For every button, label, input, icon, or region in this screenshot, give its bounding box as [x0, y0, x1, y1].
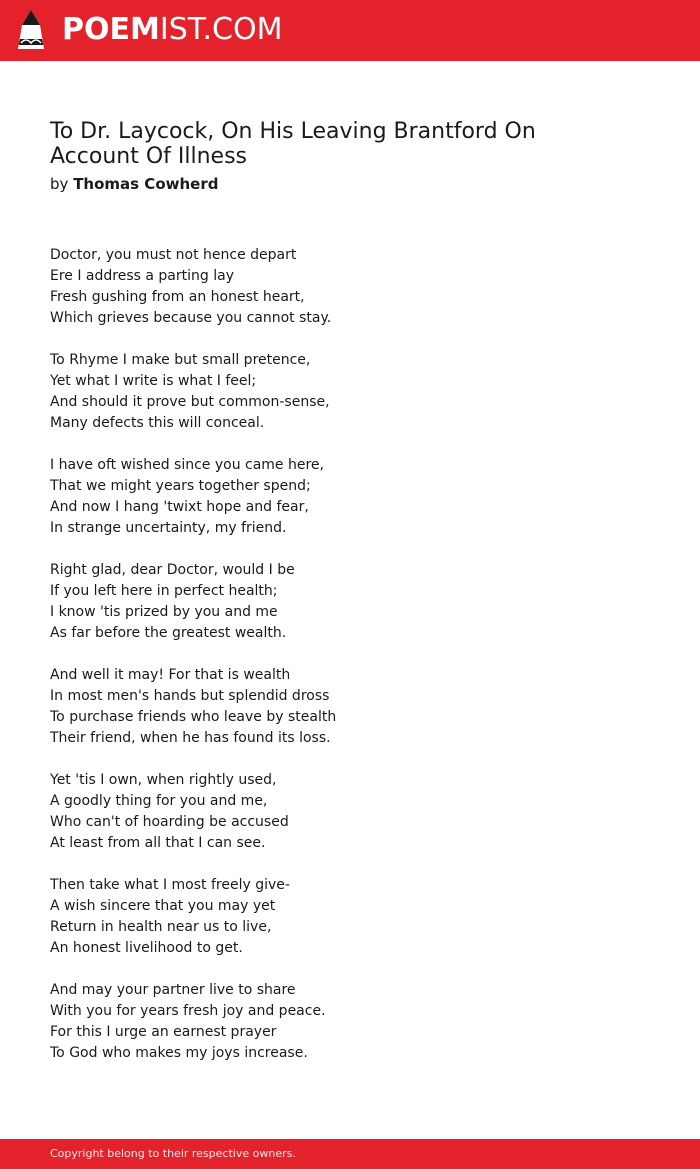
poem-line: Ere I address a parting lay	[50, 268, 234, 284]
site-header	[0, 0, 700, 61]
poem-line: Then take what I most freely give-	[50, 877, 290, 893]
poem-line: Who can't of hoarding be accused	[50, 814, 289, 830]
poem-line: And well it may! For that is wealth	[50, 667, 291, 683]
poem-line: That we might years together spend;	[50, 478, 311, 494]
stanza	[50, 875, 650, 959]
brand-light-text: IST.COM	[159, 12, 283, 47]
poem-line: A goodly thing for you and me,	[50, 793, 268, 809]
byline	[50, 174, 218, 194]
stanza	[50, 350, 650, 434]
brand-bold-text: POEM	[62, 12, 160, 47]
poem-line: Yet what I write is what I feel;	[50, 373, 257, 389]
stanza	[50, 560, 650, 644]
poem-line: I know 'tis prized by you and me	[50, 604, 278, 620]
poem-line: And should it prove but common-sense,	[50, 394, 330, 410]
poem-line: And may your partner live to share	[50, 982, 296, 998]
poem-line: And now I hang 'twixt hope and fear,	[50, 499, 309, 515]
stanza	[50, 455, 650, 539]
poem-line: In strange uncertainty, my friend.	[50, 520, 287, 536]
by-label: by	[50, 175, 69, 193]
poem-line: Right glad, dear Doctor, would I be	[50, 562, 295, 578]
poem-line: At least from all that I can see.	[50, 835, 266, 851]
stanza	[50, 980, 650, 1064]
poem-line: To Rhyme I make but small pretence,	[50, 352, 311, 368]
stanza	[50, 770, 650, 854]
site-logo-link[interactable]	[62, 13, 282, 47]
poem-line: Return in health near us to live,	[50, 919, 272, 935]
author-name: Thomas Cowherd	[73, 175, 219, 193]
poem-line: To God who makes my joys increase.	[50, 1045, 308, 1061]
poem-line: Fresh gushing from an honest heart,	[50, 289, 305, 305]
poem-line: With you for years fresh joy and peace.	[50, 1003, 326, 1019]
poem-line: If you left here in perfect health;	[50, 583, 278, 599]
site-footer	[0, 1139, 700, 1169]
poem-line: As far before the greatest wealth.	[50, 625, 287, 641]
pen-nib-icon	[17, 9, 45, 51]
poem-line: To purchase friends who leave by stealth	[50, 709, 337, 725]
poem-line: For this I urge an earnest prayer	[50, 1024, 277, 1040]
poem-line: Which grieves because you cannot stay.	[50, 310, 332, 326]
poem-body	[50, 245, 650, 1085]
poem-line: An honest livelihood to get.	[50, 940, 243, 956]
stanza	[50, 245, 650, 329]
poem-line: Many defects this will conceal.	[50, 415, 265, 431]
poem-line: Doctor, you must not hence depart	[50, 247, 297, 263]
poem-line: I have oft wished since you came here,	[50, 457, 324, 473]
poem-line: A wish sincere that you may yet	[50, 898, 276, 914]
poem-line: In most men's hands but splendid dross	[50, 688, 330, 704]
poem-line: Yet 'tis I own, when rightly used,	[50, 772, 277, 788]
copyright-text: Copyright belong to their respective owners.	[50, 1147, 296, 1160]
poem-line: Their friend, when he has found its loss.	[50, 730, 331, 746]
stanza	[50, 665, 650, 749]
poem-title: To Dr. Laycock, On His Leaving Brantford On Account Of Illness	[50, 119, 536, 169]
